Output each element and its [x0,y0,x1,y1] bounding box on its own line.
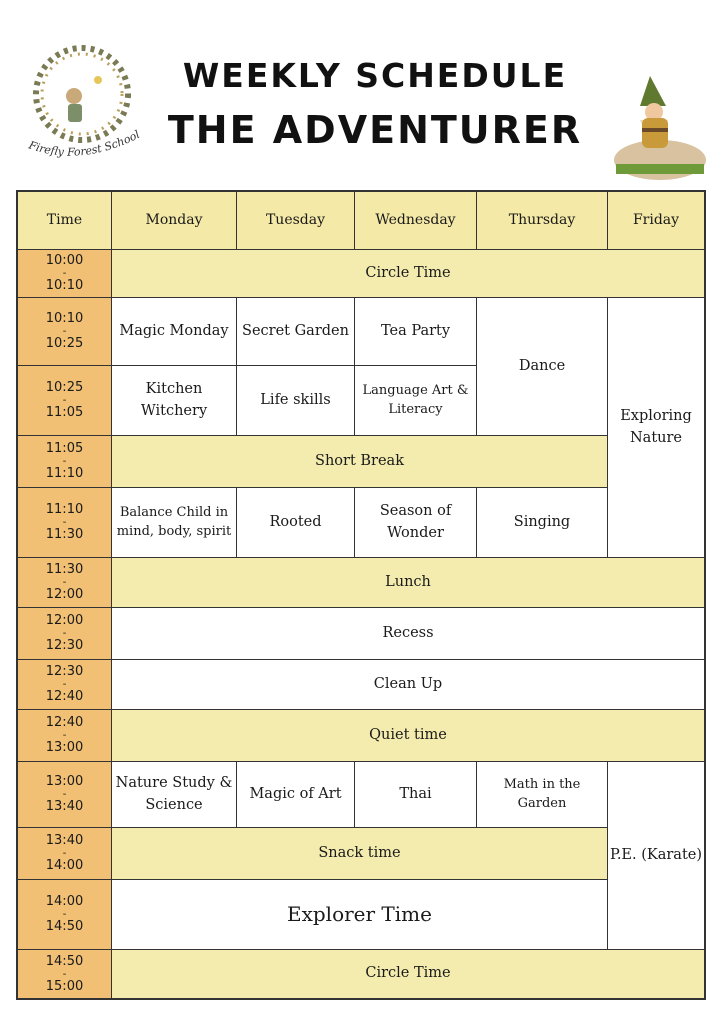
activity-nature-study: Nature Study & Science [112,762,237,828]
time-slot: 10:25 - 11:05 [18,366,112,436]
activity-lunch: Lunch [112,558,704,608]
activity-exploring-nature: Exploring Nature [608,298,704,558]
activity-tea-party: Tea Party [355,298,477,366]
activity-quiet-time: Quiet time [112,710,704,762]
column-header: Thursday [477,192,608,250]
activity-balance-child: Balance Child in mind, body, spirit [112,488,237,558]
column-header: Time [18,192,112,250]
column-header: Tuesday [237,192,355,250]
time-slot: 10:10 - 10:25 [18,298,112,366]
time-slot: 13:40 - 14:00 [18,828,112,880]
activity-clean-up: Clean Up [112,660,704,710]
svg-text:Firefly Forest School [26,128,142,159]
time-slot: 12:00 - 12:30 [18,608,112,660]
activity-pe-karate: P.E. (Karate) [608,762,704,950]
time-slot: 14:50 - 15:00 [18,950,112,998]
gnome-illustration [610,72,710,184]
time-slot: 12:40 - 13:00 [18,710,112,762]
activity-kitchen-witchery: Kitchen Witchery [112,366,237,436]
activity-season-of-wonder: Season of Wonder [355,488,477,558]
column-header: Monday [112,192,237,250]
time-slot: 13:00 - 13:40 [18,762,112,828]
activity-magic-of-art: Magic of Art [237,762,355,828]
column-header: Friday [608,192,704,250]
time-slot: 14:00 - 14:50 [18,880,112,950]
time-slot: 11:05 - 11:10 [18,436,112,488]
activity-snack-time: Snack time [112,828,608,880]
time-slot: 12:30 - 12:40 [18,660,112,710]
activity-math-garden: Math in the Garden [477,762,608,828]
class-name-title: THE ADVENTURER [167,108,583,152]
activity-explorer-time: Explorer Time [112,880,608,950]
activity-thai: Thai [355,762,477,828]
activity-secret-garden: Secret Garden [237,298,355,366]
school-logo [14,36,150,162]
activity-rooted: Rooted [237,488,355,558]
activity-circle-time: Circle Time [112,950,704,998]
activity-circle-time: Circle Time [112,250,704,298]
column-header: Wednesday [355,192,477,250]
activity-recess: Recess [112,608,704,660]
time-slot: 11:30 - 12:00 [18,558,112,608]
activity-dance: Dance [477,298,608,436]
activity-short-break: Short Break [112,436,608,488]
logo-text: Firefly Forest School [27,127,142,159]
time-slot: 11:10 - 11:30 [18,488,112,558]
time-slot: 10:00 - 10:10 [18,250,112,298]
activity-life-skills: Life skills [237,366,355,436]
schedule-table [16,190,706,1000]
schedule-title: WEEKLY SCHEDULE [182,56,568,95]
activity-language-art: Language Art & Literacy [355,366,477,436]
activity-singing: Singing [477,488,608,558]
activity-magic-monday: Magic Monday [112,298,237,366]
